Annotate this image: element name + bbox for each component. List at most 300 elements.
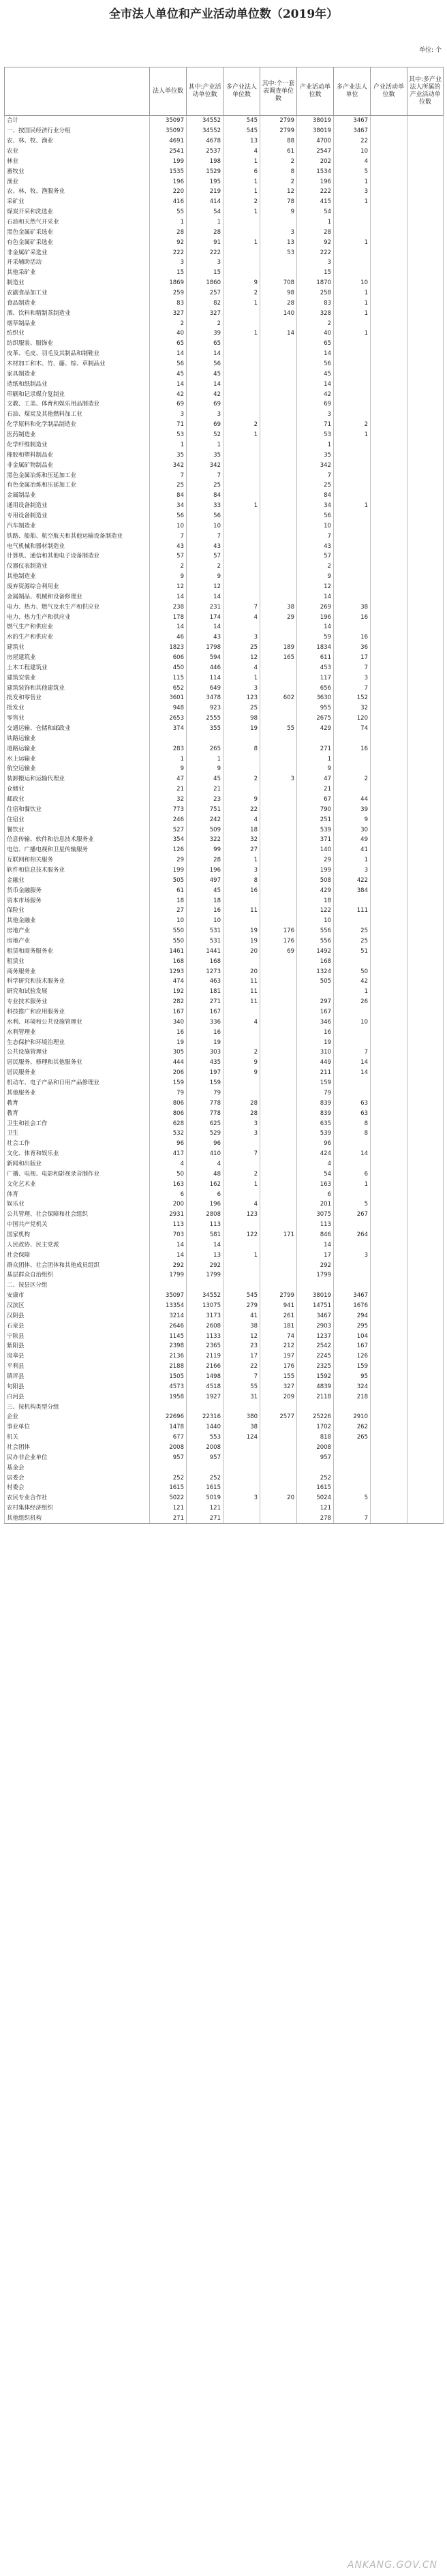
table-cell: 54 — [297, 207, 334, 217]
table-row — [5, 531, 444, 541]
row-label: 畜牧业 — [5, 166, 150, 177]
table-row — [5, 1432, 444, 1443]
table-cell — [371, 491, 407, 501]
table-cell — [334, 359, 371, 369]
table-cell: 45 — [150, 369, 187, 379]
table-cell: 531 — [187, 926, 224, 936]
table-cell — [334, 754, 371, 764]
table-cell: 508 — [297, 875, 334, 885]
table-cell — [407, 1199, 444, 1210]
table-cell: 2 — [297, 562, 334, 572]
table-cell — [150, 1462, 187, 1473]
table-cell: 71 — [150, 420, 187, 430]
table-cell — [407, 1047, 444, 1058]
table-cell: 1273 — [187, 966, 224, 977]
table-cell: 839 — [297, 1108, 334, 1118]
table-cell — [260, 1514, 297, 1524]
table-cell: 422 — [334, 875, 371, 885]
table-cell: 41 — [224, 1310, 260, 1321]
table-cell — [407, 1169, 444, 1179]
table-cell: 7 — [297, 531, 334, 541]
table-cell — [260, 1129, 297, 1139]
table-cell: 3467 — [334, 126, 371, 136]
table-cell: 65 — [297, 339, 334, 349]
table-cell: 14 — [150, 1240, 187, 1250]
table-cell — [407, 754, 444, 764]
table-cell — [371, 1473, 407, 1483]
table-cell — [407, 662, 444, 673]
table-cell: 69 — [187, 420, 224, 430]
row-label: 信息传输、软件和信息技术服务业 — [5, 835, 150, 845]
table-cell — [371, 308, 407, 318]
table-cell: 43 — [187, 541, 224, 551]
table-cell: 4 — [150, 1159, 187, 1169]
table-cell — [407, 420, 444, 430]
table-cell: 531 — [187, 936, 224, 947]
table-cell — [260, 430, 297, 440]
table-cell — [407, 875, 444, 885]
table-cell: 117 — [297, 673, 334, 683]
table-cell — [334, 733, 371, 743]
table-cell — [260, 562, 297, 572]
table-cell: 199 — [150, 865, 187, 876]
table-cell: 2 — [260, 177, 297, 187]
table-row — [5, 420, 444, 430]
table-row — [5, 1321, 444, 1331]
table-row — [5, 1169, 444, 1179]
table-cell — [260, 1139, 297, 1149]
table-cell — [334, 1462, 371, 1473]
table-cell — [407, 308, 444, 318]
table-row — [5, 906, 444, 916]
table-cell: 14 — [187, 349, 224, 359]
table-cell: 13354 — [150, 1301, 187, 1311]
table-cell — [371, 1068, 407, 1078]
table-cell — [297, 733, 334, 743]
table-cell: 261 — [260, 1310, 297, 1321]
table-cell — [334, 1443, 371, 1453]
table-cell — [260, 1189, 297, 1199]
table-cell: 278 — [297, 1514, 334, 1524]
table-cell: 29 — [260, 612, 297, 622]
table-cell: 114 — [187, 673, 224, 683]
table-cell: 14 — [187, 379, 224, 389]
table-row — [5, 1514, 444, 1524]
table-cell — [407, 207, 444, 217]
table-row — [5, 1118, 444, 1129]
table-cell: 56 — [150, 359, 187, 369]
table-cell: 556 — [297, 926, 334, 936]
table-cell: 41 — [334, 845, 371, 855]
table-cell: 9 — [334, 814, 371, 825]
table-cell — [371, 1037, 407, 1047]
table-cell: 2119 — [187, 1351, 224, 1362]
table-cell — [371, 1493, 407, 1503]
table-cell: 14 — [334, 1068, 371, 1078]
table-cell: 57 — [187, 551, 224, 562]
table-cell — [371, 1260, 407, 1270]
table-cell: 174 — [187, 612, 224, 622]
table-cell — [260, 804, 297, 814]
table-cell: 43 — [150, 541, 187, 551]
table-cell: 123 — [224, 1210, 260, 1220]
table-cell: 2 — [224, 420, 260, 430]
table-cell: 265 — [334, 1432, 371, 1443]
table-cell: 4 — [224, 147, 260, 157]
table-cell: 197 — [187, 1068, 224, 1078]
table-cell — [187, 1462, 224, 1473]
table-cell — [260, 814, 297, 825]
table-cell — [407, 1381, 444, 1392]
table-row — [5, 764, 444, 774]
table-cell: 12 — [187, 582, 224, 592]
table-cell: 242 — [187, 814, 224, 825]
table-cell: 3 — [150, 258, 187, 268]
table-cell: 371 — [297, 835, 334, 845]
table-cell — [371, 582, 407, 592]
row-label: 印刷和记录媒介复制业 — [5, 389, 150, 399]
table-cell: 113 — [297, 1220, 334, 1230]
row-label: 非金属矿采选业 — [5, 247, 150, 258]
table-cell — [334, 389, 371, 399]
table-row — [5, 399, 444, 410]
table-cell — [260, 420, 297, 430]
table-cell — [187, 1402, 224, 1412]
table-cell: 2541 — [150, 147, 187, 157]
table-cell — [407, 339, 444, 349]
table-row — [5, 359, 444, 369]
table-cell: 222 — [297, 187, 334, 197]
table-cell — [371, 480, 407, 491]
table-row — [5, 511, 444, 521]
table-row — [5, 855, 444, 865]
table-cell: 2166 — [187, 1362, 224, 1372]
table-cell: 140 — [297, 845, 334, 855]
table-cell — [371, 1088, 407, 1099]
table-cell: 3601 — [150, 693, 187, 703]
table-cell — [334, 1483, 371, 1493]
table-cell: 1823 — [150, 643, 187, 653]
table-cell — [407, 258, 444, 268]
table-cell — [371, 187, 407, 197]
table-row — [5, 1047, 444, 1058]
table-cell: 199 — [150, 156, 187, 166]
table-row — [5, 1149, 444, 1159]
table-cell — [407, 724, 444, 734]
table-cell — [407, 1118, 444, 1129]
table-cell: 53 — [260, 247, 297, 258]
table-cell — [260, 966, 297, 977]
row-label: 金属制品、机械和设备修理业 — [5, 592, 150, 602]
table-cell — [260, 1260, 297, 1270]
table-cell: 3 — [150, 410, 187, 420]
table-cell — [371, 1381, 407, 1392]
table-cell — [371, 784, 407, 795]
table-cell: 410 — [187, 1149, 224, 1159]
table-cell — [407, 936, 444, 947]
table-cell — [407, 1412, 444, 1422]
table-row — [5, 1341, 444, 1351]
row-label: 社会团体 — [5, 1443, 150, 1453]
table-cell: 16 — [297, 1027, 334, 1037]
table-cell: 121 — [187, 1503, 224, 1514]
row-label: 租赁业 — [5, 956, 150, 966]
table-cell — [371, 1483, 407, 1493]
table-cell: 92 — [297, 237, 334, 247]
table-cell: 941 — [260, 1301, 297, 1311]
table-cell — [371, 1351, 407, 1362]
table-cell: 2 — [187, 562, 224, 572]
row-label: 农副食品加工业 — [5, 288, 150, 298]
table-cell — [371, 166, 407, 177]
table-cell — [224, 480, 260, 491]
table-cell: 42 — [150, 389, 187, 399]
table-cell: 474 — [150, 977, 187, 987]
table-cell: 1133 — [187, 1331, 224, 1341]
table-cell: 69 — [150, 399, 187, 410]
table-row — [5, 1250, 444, 1260]
table-cell: 2 — [260, 156, 297, 166]
table-cell — [407, 1473, 444, 1483]
table-cell — [371, 470, 407, 480]
table-cell — [407, 977, 444, 987]
table-cell — [407, 1443, 444, 1453]
table-cell — [407, 1392, 444, 1402]
table-cell: 957 — [187, 1452, 224, 1462]
row-label: 生态保护和环境治理业 — [5, 1037, 150, 1047]
table-cell — [371, 845, 407, 855]
table-cell: 98 — [260, 288, 297, 298]
table-row — [5, 632, 444, 643]
row-label: 有色金属矿采选业 — [5, 237, 150, 247]
table-cell: 11 — [224, 997, 260, 1007]
table-cell — [260, 349, 297, 359]
table-cell: 162 — [187, 1179, 224, 1189]
table-cell: 3 — [187, 258, 224, 268]
table-cell — [407, 1007, 444, 1017]
table-cell — [224, 227, 260, 237]
table-cell: 231 — [187, 602, 224, 612]
table-row — [5, 197, 444, 207]
table-cell — [371, 795, 407, 805]
table-cell — [260, 1443, 297, 1453]
table-cell — [260, 399, 297, 410]
table-cell — [407, 278, 444, 288]
row-label: 广播、电视、电影和影视录音制作业 — [5, 1169, 150, 1179]
table-row — [5, 217, 444, 228]
table-cell: 16 — [187, 906, 224, 916]
table-cell: 43 — [297, 541, 334, 551]
table-cell: 414 — [187, 197, 224, 207]
table-row — [5, 693, 444, 703]
table-cell — [260, 743, 297, 754]
table-cell: 450 — [150, 662, 187, 673]
table-cell: 14 — [150, 379, 187, 389]
table-cell — [334, 410, 371, 420]
table-cell — [371, 501, 407, 511]
table-cell — [371, 895, 407, 906]
table-cell: 35 — [150, 450, 187, 460]
column-header: 法人单位数 — [150, 67, 187, 116]
table-cell: 656 — [297, 683, 334, 693]
table-cell — [334, 582, 371, 592]
table-cell: 246 — [150, 814, 187, 825]
table-row — [5, 926, 444, 936]
table-cell: 61 — [150, 885, 187, 895]
table-cell: 23 — [224, 1341, 260, 1351]
table-cell: 545 — [224, 116, 260, 126]
table-cell: 35097 — [150, 116, 187, 126]
table-cell: 1615 — [150, 1483, 187, 1493]
table-row — [5, 1220, 444, 1230]
table-cell — [371, 379, 407, 389]
table-cell: 527 — [150, 825, 187, 835]
table-cell — [371, 430, 407, 440]
table-cell: 71 — [297, 420, 334, 430]
table-cell — [407, 1331, 444, 1341]
table-cell: 2646 — [150, 1321, 187, 1331]
table-cell — [260, 916, 297, 926]
table-cell: 2542 — [297, 1341, 334, 1351]
table-cell — [407, 683, 444, 693]
table-cell: 198 — [187, 156, 224, 166]
table-cell — [260, 622, 297, 632]
table-cell — [407, 1260, 444, 1270]
table-cell — [260, 369, 297, 379]
table-cell — [224, 1270, 260, 1281]
table-cell: 252 — [150, 1473, 187, 1483]
table-cell: 2 — [187, 318, 224, 328]
table-cell: 2245 — [297, 1351, 334, 1362]
table-cell — [334, 916, 371, 926]
table-cell: 5 — [334, 166, 371, 177]
table-cell — [260, 1068, 297, 1078]
table-row — [5, 612, 444, 622]
table-cell: 2 — [150, 562, 187, 572]
row-label: 文化艺术业 — [5, 1179, 150, 1189]
table-row — [5, 369, 444, 379]
table-cell: 708 — [260, 278, 297, 288]
table-cell — [371, 643, 407, 653]
row-label: 教育 — [5, 1108, 150, 1118]
table-cell: 3 — [334, 673, 371, 683]
table-cell: 1676 — [334, 1301, 371, 1311]
table-cell — [407, 1220, 444, 1230]
table-cell — [371, 1189, 407, 1199]
table-cell: 20 — [260, 1493, 297, 1503]
row-label: 石油、煤炭及其他燃料加工业 — [5, 410, 150, 420]
table-cell: 28 — [150, 227, 187, 237]
table-cell: 2325 — [297, 1362, 334, 1372]
row-label: 造纸和纸制品业 — [5, 379, 150, 389]
table-cell — [334, 1189, 371, 1199]
table-cell — [407, 1341, 444, 1351]
table-cell — [260, 733, 297, 743]
table-cell — [260, 592, 297, 602]
table-row — [5, 662, 444, 673]
table-cell: 3 — [224, 1493, 260, 1503]
table-cell — [371, 1372, 407, 1382]
table-cell: 52 — [187, 430, 224, 440]
table-cell: 120 — [334, 714, 371, 724]
table-cell — [407, 440, 444, 450]
row-label: 民办非企业单位 — [5, 1452, 150, 1462]
table-cell: 1 — [187, 217, 224, 228]
row-label: 电气机械和器材制造业 — [5, 541, 150, 551]
table-cell — [371, 420, 407, 430]
table-cell: 923 — [187, 703, 224, 714]
table-cell: 34552 — [187, 116, 224, 126]
table-cell — [371, 1129, 407, 1139]
table-cell — [371, 258, 407, 268]
table-cell: 16 — [334, 632, 371, 643]
table-cell: 846 — [297, 1230, 334, 1240]
table-cell — [260, 997, 297, 1007]
table-cell: 429 — [297, 885, 334, 895]
table-cell — [371, 1047, 407, 1058]
table-cell: 9 — [297, 764, 334, 774]
table-row — [5, 450, 444, 460]
table-cell: 53 — [297, 430, 334, 440]
table-cell — [260, 1007, 297, 1017]
table-cell — [371, 369, 407, 379]
table-cell: 4 — [224, 1199, 260, 1210]
table-cell: 355 — [187, 724, 224, 734]
table-cell: 82 — [187, 298, 224, 308]
table-cell — [407, 1240, 444, 1250]
table-cell: 2608 — [187, 1321, 224, 1331]
row-label: 废弃资源综合利用业 — [5, 582, 150, 592]
table-cell: 3075 — [297, 1210, 334, 1220]
row-label: 批发和零售业 — [5, 693, 150, 703]
table-cell — [407, 1068, 444, 1078]
table-cell — [260, 1118, 297, 1129]
table-cell — [371, 703, 407, 714]
table-cell: 3 — [224, 683, 260, 693]
table-cell — [334, 207, 371, 217]
table-row — [5, 1129, 444, 1139]
table-cell: 11 — [224, 906, 260, 916]
table-cell: 54 — [187, 207, 224, 217]
table-cell: 262 — [334, 1422, 371, 1432]
table-cell: 1 — [334, 501, 371, 511]
row-label: 黑色金属矿采选业 — [5, 227, 150, 237]
table-cell — [371, 673, 407, 683]
table-cell: 3 — [297, 258, 334, 268]
row-label: 房屋建筑业 — [5, 653, 150, 663]
table-cell — [371, 1341, 407, 1351]
table-cell: 21 — [297, 784, 334, 795]
table-cell: 55 — [260, 724, 297, 734]
table-cell — [407, 835, 444, 845]
table-cell — [334, 895, 371, 906]
table-cell — [407, 410, 444, 420]
table-cell — [407, 470, 444, 480]
table-cell — [407, 1037, 444, 1047]
table-cell: 44 — [334, 795, 371, 805]
table-cell — [187, 733, 224, 743]
table-cell — [334, 511, 371, 521]
table-cell: 1 — [334, 987, 371, 997]
table-cell — [260, 683, 297, 693]
table-cell — [407, 1129, 444, 1139]
table-cell — [371, 906, 407, 916]
table-cell: 28 — [260, 298, 297, 308]
table-row — [5, 956, 444, 966]
table-cell: 1615 — [187, 1483, 224, 1493]
row-label: 机关 — [5, 1432, 150, 1443]
table-cell: 4518 — [187, 1381, 224, 1392]
